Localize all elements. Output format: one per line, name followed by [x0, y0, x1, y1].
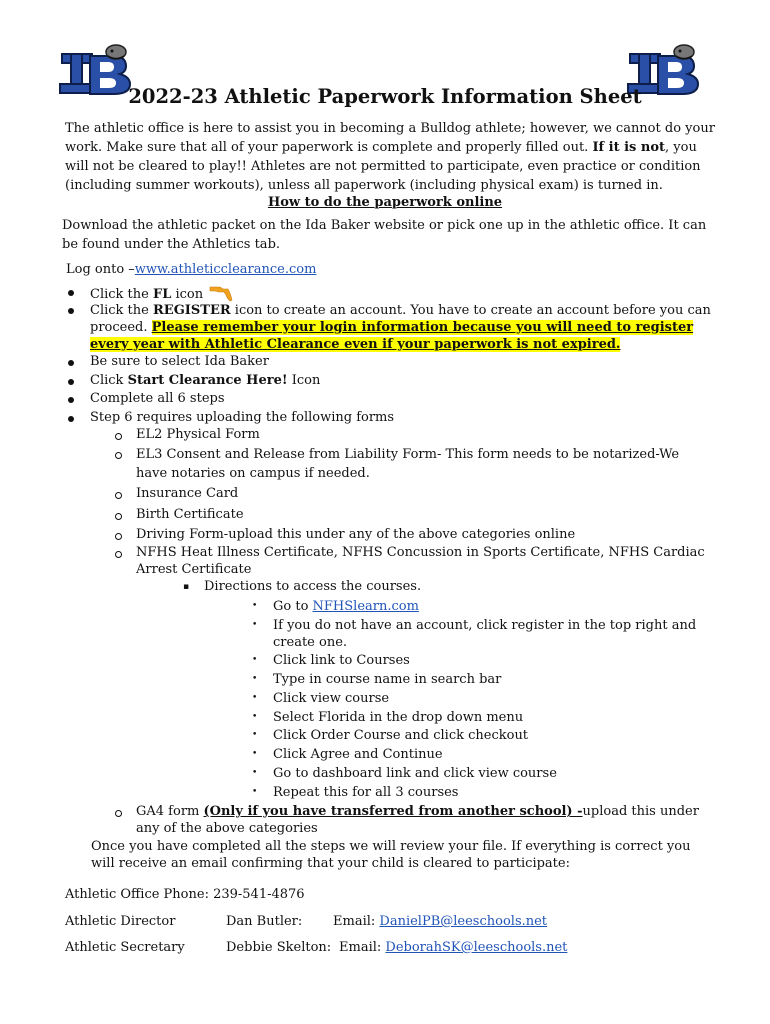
- closing-paragraph: Once you have completed all the steps we will review your file. If everything is correct you will receive an email confirming that your child is cleared to participate:: [91, 839, 691, 871]
- director-email-label: Email:: [333, 914, 380, 929]
- step-register-bold: REGISTER: [152, 303, 231, 318]
- howto-heading: How to do the paperwork online: [267, 195, 503, 210]
- athleticclearance-link[interactable]: www.athleticclearance.com: [134, 262, 317, 277]
- direction-goto: [273, 598, 419, 615]
- secretary-role: Athletic Secretary: [65, 940, 185, 955]
- bullet: [68, 290, 74, 296]
- small-bullet: •: [252, 787, 258, 797]
- login-reminder-highlight: Please remember your login information because you will need to register every year with Athletic Clearance even if your paperwork is not expired.: [90, 320, 694, 352]
- director-name: Dan Butler:: [226, 914, 303, 929]
- nfhslearn-link[interactable]: NFHSlearn.com: [312, 599, 419, 614]
- form-el2: EL2 Physical Form: [136, 427, 260, 442]
- direction-courses: Click link to Courses: [273, 653, 410, 668]
- bullet: [68, 397, 74, 403]
- download-paragraph: Download the athletic packet on the Ida Baker website or pick one up in the athletic office. It can be found under the Athletics tab.: [62, 218, 707, 252]
- bullet: [68, 379, 74, 385]
- direction-repeat: Repeat this for all 3 courses: [273, 785, 459, 800]
- direction-florida: Select Florida in the drop down menu: [273, 710, 524, 725]
- small-bullet: •: [252, 730, 258, 740]
- director-email-line: [333, 914, 547, 929]
- step-register-after: icon to create an account. You have to create an account before you can proceed.: [90, 303, 711, 335]
- form-ga4: [136, 803, 711, 837]
- intro-text-1: The athletic office is here to assist you in becoming a Bulldog athlete; however, we cannot do your work. Make sure that all of your paperwork is complete and properly filled out.: [65, 121, 715, 155]
- step-fl-text: Click the: [90, 287, 153, 302]
- step-start-text: Click: [90, 373, 128, 388]
- step-fl: [90, 284, 233, 302]
- small-bullet: •: [252, 620, 258, 630]
- intro-bold: If it is not: [592, 140, 666, 155]
- intro-paragraph: [65, 119, 715, 195]
- step-fl-bold: FL: [152, 287, 172, 302]
- bullet: [68, 360, 74, 366]
- logon-prefix: Log onto –: [66, 262, 135, 277]
- step-fl-after: icon: [171, 287, 204, 302]
- form-ga4-bold: (Only if you have transferred from another school) -: [203, 804, 583, 819]
- form-ga4-text: GA4 form: [136, 804, 204, 819]
- bullet: [68, 308, 74, 314]
- step-start-bold: Start Clearance Here!: [127, 373, 288, 388]
- square-bullet: ▪: [183, 582, 190, 592]
- small-bullet: •: [252, 768, 258, 778]
- small-bullet: •: [252, 655, 258, 665]
- direction-goto-text: Go to: [273, 599, 313, 614]
- small-bullet: •: [252, 693, 258, 703]
- direction-type: Type in course name in search bar: [273, 672, 502, 687]
- circle-bullet: [115, 492, 122, 499]
- small-bullet: •: [252, 749, 258, 759]
- small-bullet: •: [252, 712, 258, 722]
- step-complete: Complete all 6 steps: [90, 391, 225, 406]
- form-ga4-after: upload this under any of the above categories: [136, 804, 699, 836]
- secretary-email-line: [339, 940, 567, 955]
- florida-icon[interactable]: [209, 284, 233, 302]
- step-start: [90, 373, 320, 388]
- form-el3: EL3 Consent and Release from Liability Form- This form needs to be notarized-We have notaries on campus if needed.: [136, 447, 680, 481]
- step-start-after: Icon: [287, 373, 321, 388]
- director-role: Athletic Director: [65, 914, 176, 929]
- office-phone: Athletic Office Phone: 239-541-4876: [65, 887, 305, 902]
- circle-bullet: [115, 433, 122, 440]
- secretary-email-link[interactable]: DeborahSK@leeschools.net: [385, 940, 568, 955]
- direction-agree: Click Agree and Continue: [273, 747, 443, 762]
- direction-order: Click Order Course and click checkout: [273, 728, 529, 743]
- directions-heading: Directions to access the courses.: [204, 579, 422, 594]
- bullet: [68, 416, 74, 422]
- form-birth: Birth Certificate: [136, 507, 244, 522]
- form-insurance: Insurance Card: [136, 486, 239, 501]
- circle-bullet: [115, 513, 122, 520]
- small-bullet: •: [252, 674, 258, 684]
- step-register: [90, 302, 715, 353]
- secretary-email-label: Email:: [339, 940, 386, 955]
- circle-bullet: [115, 452, 122, 459]
- form-nfhs: NFHS Heat Illness Certificate, NFHS Concussion in Sports Certificate, NFHS Cardiac Arrest Certificate: [136, 545, 705, 577]
- form-driving: Driving Form-upload this under any of the above categories online: [136, 527, 576, 542]
- small-bullet: •: [252, 601, 258, 611]
- direction-dashboard: Go to dashboard link and click view course: [273, 766, 557, 781]
- intro-text-2: , you will not be cleared to play!! Athletes are not permitted to participate, even practice or condition (including summer workouts), unless all paperwork (including physical exam) is turned in.: [65, 140, 701, 193]
- step-register-text: Click the: [90, 303, 153, 318]
- logon-line: [66, 262, 316, 277]
- step-select: Be sure to select Ida Baker: [90, 354, 269, 369]
- direction-register: If you do not have an account, click register in the top right and create one.: [273, 618, 697, 650]
- circle-bullet: [115, 551, 122, 558]
- step-6: Step 6 requires uploading the following forms: [90, 410, 395, 425]
- circle-bullet: [115, 533, 122, 540]
- direction-view: Click view course: [273, 691, 390, 706]
- circle-bullet: [115, 810, 122, 817]
- secretary-name: Debbie Skelton:: [226, 940, 332, 955]
- page-title: 2022-23 Athletic Paperwork Information Sheet: [128, 85, 642, 108]
- director-email-link[interactable]: DanielPB@leeschools.net: [379, 914, 548, 929]
